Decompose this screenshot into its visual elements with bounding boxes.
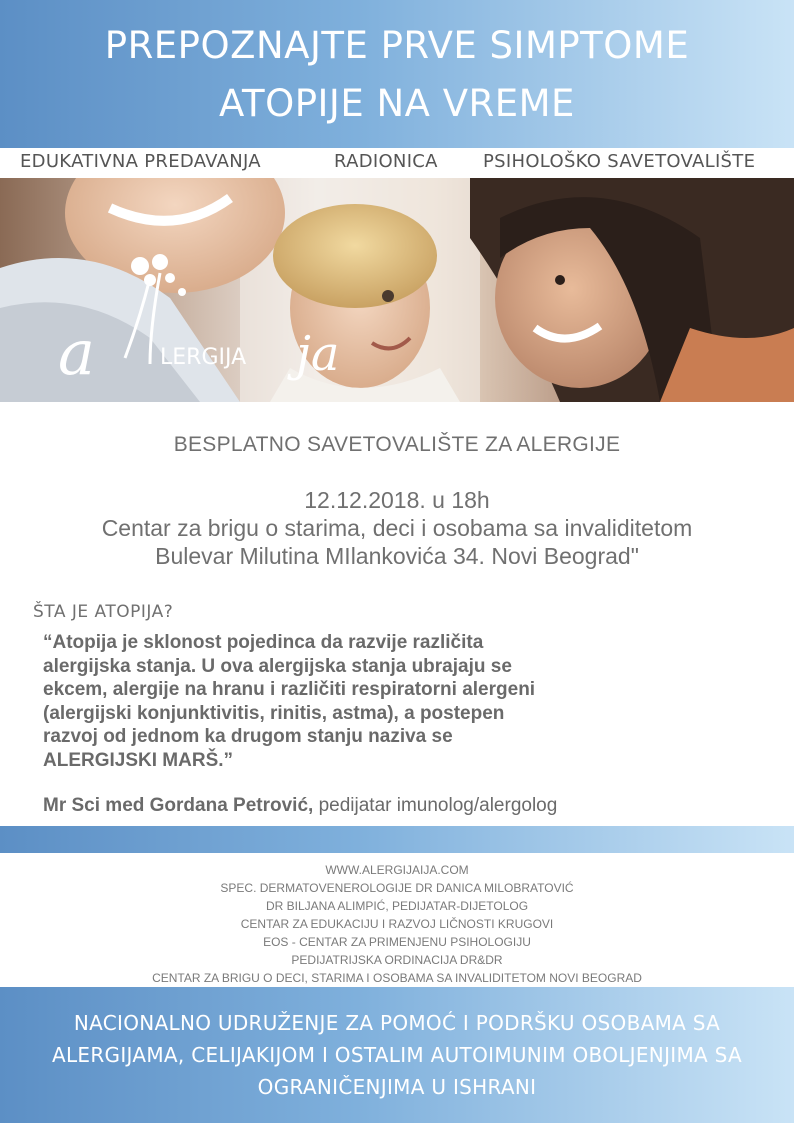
event-title: BESPLATNO SAVETOVALIŠTE ZA ALERGIJE	[173, 433, 621, 456]
atopy-heading: ŠTA JE ATOPIJA?	[33, 602, 174, 622]
partners-list	[0, 861, 794, 987]
event-date: 12.12.2018. u 18h	[304, 487, 490, 513]
quote-line: “Atopija je sklonost pojedinca da razvije različita	[43, 632, 484, 653]
quote-line: ekcem, alergije na hranu i različiti respiratorni alergeni	[43, 679, 536, 700]
event-place: Centar za brigu o starima, deci i osobama sa invaliditetom	[101, 515, 693, 541]
partner-website: WWW.ALERGIJAIJA.COM	[325, 863, 469, 877]
quote-author	[43, 795, 557, 817]
author-title: pedijatar imunolog/alergolog	[313, 795, 558, 816]
service-workshop: RADIONICA	[334, 151, 438, 172]
partner-item: PEDIJATRIJSKA ORDINACIJA DR&DR	[291, 953, 503, 967]
partner-item: EOS - CENTAR ZA PRIMENJENU PSIHOLOGIJU	[263, 935, 531, 949]
services-bar	[0, 148, 794, 178]
service-lectures: EDUKATIVNA PREDAVANJA	[20, 151, 261, 172]
quote-line: razvoj od jednom ka drugom stanju naziva se	[43, 726, 453, 747]
quote-line: alergijska stanja. U ova alergijska stanja ubrajaju se	[43, 655, 512, 677]
top-banner	[0, 0, 794, 148]
service-counseling: PSIHOLOŠKO SAVETOVALIŠTE	[483, 151, 756, 172]
logo-word-lergija: LERGIJA	[160, 345, 247, 370]
partner-item: CENTAR ZA EDUKACIJU I RAZVOJ LIČNOSTI KRUGOVI	[240, 917, 554, 931]
headline-line-2: ATOPIJE NA VREME	[219, 82, 575, 125]
family-photo	[0, 178, 794, 402]
atopy-quote	[43, 631, 633, 772]
logo-word-ja: ja	[296, 326, 340, 382]
footer-line-1: NACIONALNO UDRUŽENJE ZA POMOĆ I PODRŠKU OSOBAMA SA	[73, 1011, 721, 1035]
headline-line-1: PREPOZNAJTE PRVE SIMPTOME	[104, 24, 690, 67]
quote-line: (alergijski konjunktivitis, rinitis, astma), a postepen	[43, 702, 505, 724]
footer-banner	[0, 987, 794, 1123]
footer-line-3: OGRANIČENJIMA U ISHRANI	[257, 1075, 537, 1099]
logo-letter-a: a	[58, 316, 95, 389]
partner-item: DR BILJANA ALIMPIĆ, PEDIJATAR-DIJETOLOG	[265, 899, 529, 913]
event-address: Bulevar Milutina MIlankovića 34. Novi Beograd"	[155, 543, 639, 569]
quote-line: ALERGIJSKI MARŠ.”	[43, 749, 234, 771]
partner-item: SPEC. DERMATOVENEROLOGIJE DR DANICA MILOBRATOVIĆ	[220, 881, 574, 895]
partner-item: CENTAR ZA BRIGU O DECI, STARIMA I OSOBAMA SA INVALIDITETOM NOVI BEOGRAD	[152, 971, 642, 985]
author-name: Mr Sci med Gordana Petrović,	[43, 795, 314, 816]
family-photo-illustration	[0, 178, 794, 402]
divider-band	[0, 826, 794, 853]
footer-line-2: ALERGIJAMA, CELIJAKIJOM I OSTALIM AUTOIMUNIM OBOLJENJIMA SA	[51, 1043, 743, 1067]
